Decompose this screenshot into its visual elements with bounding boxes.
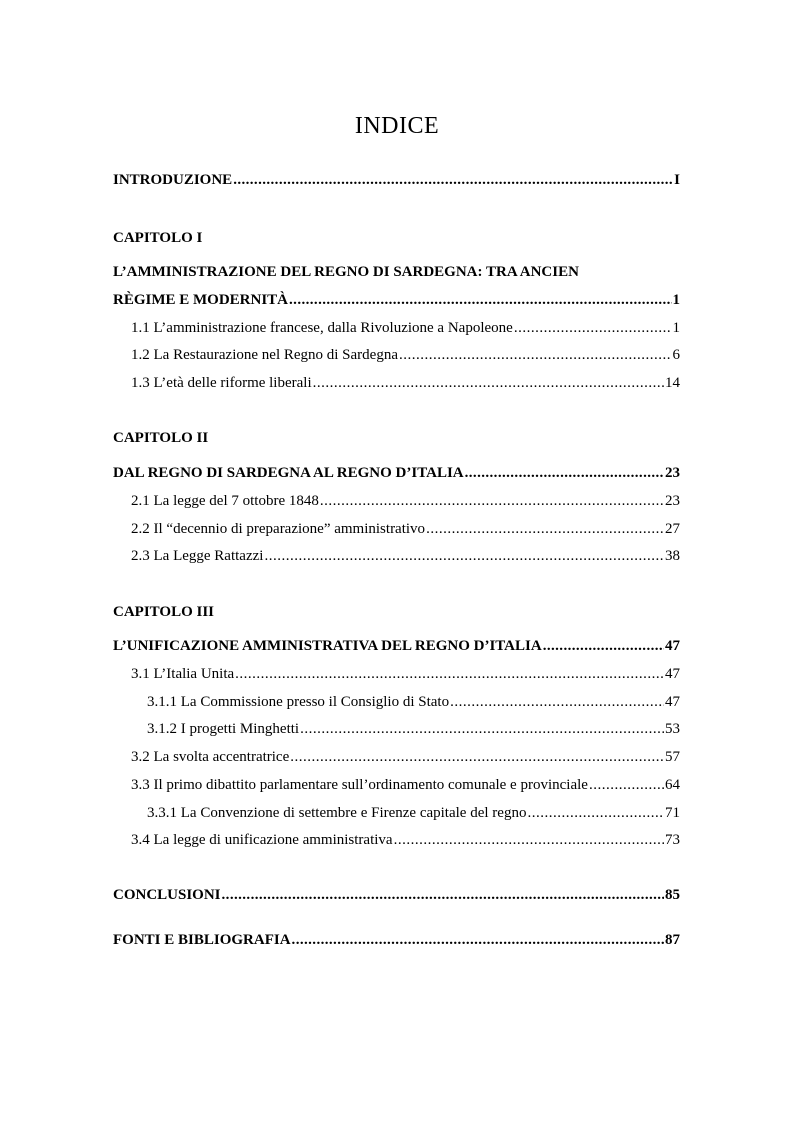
toc-entry-label: DAL REGNO DI SARDEGNA AL REGNO D’ITALIA bbox=[113, 465, 464, 481]
toc-entry-label: 2.3 La Legge Rattazzi bbox=[131, 548, 264, 564]
chapter-title-1-line1[interactable]: L’AMMINISTRAZIONE DEL REGNO DI SARDEGNA: TRA ANCIEN bbox=[113, 264, 579, 280]
toc-entry-page: 1 bbox=[672, 320, 680, 336]
toc-entry-3-1-2[interactable] bbox=[147, 721, 680, 743]
toc-entry-page: 87 bbox=[665, 932, 680, 948]
toc-entry-3-4[interactable] bbox=[131, 832, 680, 854]
toc-entry-label: 2.2 Il “decennio di preparazione” amministrativo bbox=[131, 521, 426, 537]
toc-entry-chapter-1[interactable] bbox=[113, 292, 680, 314]
dot-leader bbox=[290, 749, 664, 766]
toc-entry-introduzione[interactable] bbox=[113, 172, 680, 194]
toc-entry-2-1[interactable] bbox=[131, 493, 680, 515]
toc-entry-label: 3.3.1 La Convenzione di settembre e Firenze capitale del regno bbox=[147, 805, 527, 821]
dot-leader bbox=[514, 320, 672, 337]
toc-entry-conclusioni[interactable] bbox=[113, 887, 680, 909]
chapter-heading-2: CAPITOLO II bbox=[113, 430, 209, 446]
dot-leader bbox=[300, 721, 664, 738]
toc-entry-label: 1.2 La Restaurazione nel Regno di Sardegna bbox=[131, 347, 398, 363]
toc-entry-chapter-2[interactable] bbox=[113, 465, 680, 487]
toc-entry-chapter-3[interactable] bbox=[113, 638, 680, 660]
dot-leader bbox=[399, 347, 672, 364]
dot-leader bbox=[320, 493, 664, 510]
toc-entry-label: 3.1.2 I progetti Minghetti bbox=[147, 721, 300, 737]
toc-entry-1-2[interactable] bbox=[131, 347, 680, 369]
toc-entry-page: 23 bbox=[665, 465, 680, 481]
toc-entry-page: I bbox=[674, 172, 680, 188]
toc-entry-label: 1.1 L’amministrazione francese, dalla Rivoluzione a Napoleone bbox=[131, 320, 513, 336]
toc-entry-label: INTRODUZIONE bbox=[113, 172, 233, 188]
toc-entry-page: 6 bbox=[672, 347, 680, 363]
toc-entry-label: 3.3 Il primo dibattito parlamentare sull’ordinamento comunale e provinciale bbox=[131, 777, 588, 793]
toc-entry-label: 3.1 L’Italia Unita bbox=[131, 666, 235, 682]
dot-leader bbox=[235, 666, 664, 683]
toc-entry-2-3[interactable] bbox=[131, 548, 680, 570]
toc-entry-page: 47 bbox=[665, 666, 680, 682]
toc-entry-label: RÈGIME E MODERNITÀ bbox=[113, 292, 289, 308]
chapter-heading-3: CAPITOLO III bbox=[113, 604, 215, 620]
page-title: INDICE bbox=[354, 113, 440, 139]
dot-leader bbox=[450, 694, 664, 711]
toc-entry-label: 2.1 La legge del 7 ottobre 1848 bbox=[131, 493, 319, 509]
dot-leader bbox=[426, 521, 664, 538]
toc-entry-page: 53 bbox=[665, 721, 680, 737]
toc-entry-3-3[interactable] bbox=[131, 777, 680, 799]
toc-entry-page: 1 bbox=[672, 292, 680, 308]
dot-leader bbox=[589, 777, 664, 794]
dot-leader bbox=[233, 172, 673, 189]
toc-entry-page: 14 bbox=[665, 375, 680, 391]
toc-entry-label: 3.2 La svolta accentratrice bbox=[131, 749, 290, 765]
toc-entry-page: 71 bbox=[665, 805, 680, 821]
dot-leader bbox=[527, 805, 664, 822]
toc-entry-1-3[interactable] bbox=[131, 375, 680, 397]
toc-entry-3-1-1[interactable] bbox=[147, 694, 680, 716]
dot-leader bbox=[289, 292, 671, 309]
toc-entry-3-3-1[interactable] bbox=[147, 805, 680, 827]
toc-entry-label: FONTI E BIBLIOGRAFIA bbox=[113, 932, 291, 948]
toc-entry-label: 3.1.1 La Commissione presso il Consiglio di Stato bbox=[147, 694, 450, 710]
toc-entry-3-1[interactable] bbox=[131, 666, 680, 688]
toc-entry-page: 85 bbox=[665, 887, 680, 903]
dot-leader bbox=[264, 548, 664, 565]
toc-entry-2-2[interactable] bbox=[131, 521, 680, 543]
toc-entry-3-2[interactable] bbox=[131, 749, 680, 771]
chapter-heading-1: CAPITOLO I bbox=[113, 230, 203, 246]
toc-entry-bibliografia[interactable] bbox=[113, 932, 680, 954]
toc-entry-page: 47 bbox=[665, 638, 680, 654]
toc-entry-page: 73 bbox=[665, 832, 680, 848]
toc-entry-page: 64 bbox=[665, 777, 680, 793]
toc-entry-1-1[interactable] bbox=[131, 320, 680, 342]
toc-entry-page: 38 bbox=[665, 548, 680, 564]
toc-entry-page: 23 bbox=[665, 493, 680, 509]
toc-entry-page: 57 bbox=[665, 749, 680, 765]
toc-entry-label: 3.4 La legge di unificazione amministrativa bbox=[131, 832, 393, 848]
dot-leader bbox=[222, 887, 664, 904]
dot-leader bbox=[292, 932, 664, 949]
toc-entry-label: 1.3 L’età delle riforme liberali bbox=[131, 375, 312, 391]
dot-leader bbox=[465, 465, 664, 482]
toc-entry-page: 47 bbox=[665, 694, 680, 710]
dot-leader bbox=[313, 375, 664, 392]
dot-leader bbox=[394, 832, 664, 849]
dot-leader bbox=[543, 638, 664, 655]
toc-entry-label: CONCLUSIONI bbox=[113, 887, 221, 903]
toc-entry-label: L’UNIFICAZIONE AMMINISTRATIVA DEL REGNO D’ITALIA bbox=[113, 638, 542, 654]
toc-entry-page: 27 bbox=[665, 521, 680, 537]
